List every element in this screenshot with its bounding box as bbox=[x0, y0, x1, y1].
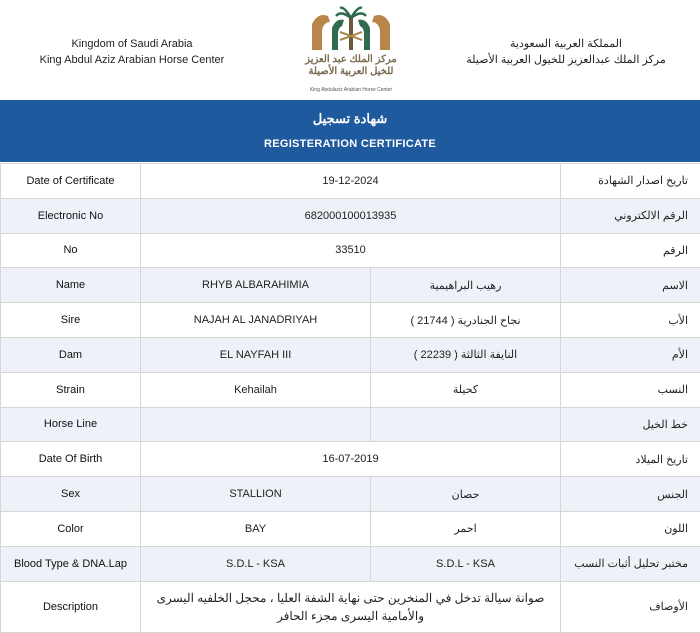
table-row bbox=[1, 198, 700, 233]
row-value-ar: نجاح الجنادرية ( 21744 ) bbox=[371, 303, 561, 338]
row-value-en: BAY bbox=[141, 511, 371, 546]
row-value-ar: رهيب البراهيمية bbox=[371, 268, 561, 303]
row-label-ar: النسب bbox=[561, 372, 700, 407]
row-value: 682000100013935 bbox=[141, 198, 561, 233]
table-row bbox=[1, 337, 700, 372]
row-label-ar: تاريخ اصدار الشهادة bbox=[561, 164, 700, 199]
banner-title-arabic: شهادة تسجيل bbox=[0, 111, 700, 127]
row-label-ar: الأب bbox=[561, 303, 700, 338]
table-row bbox=[1, 164, 700, 199]
row-label-ar: مختبر تحليل أثبات النسب bbox=[561, 546, 700, 581]
row-value-ar: كحيلة bbox=[371, 372, 561, 407]
table-row bbox=[1, 442, 700, 477]
table-row bbox=[1, 407, 700, 442]
row-label-en: Date of Certificate bbox=[1, 164, 141, 199]
certificate-banner bbox=[0, 100, 700, 162]
logo-english: King Abdulaziz Arabian Horse Center bbox=[296, 87, 406, 93]
row-value-en: EL NAYFAH III bbox=[141, 337, 371, 372]
table-row bbox=[1, 581, 700, 632]
row-value-ar: حصان bbox=[371, 477, 561, 512]
row-value-en: S.D.L - KSA bbox=[141, 546, 371, 581]
row-label-ar: تاريخ الميلاد bbox=[561, 442, 700, 477]
row-value-en: STALLION bbox=[141, 477, 371, 512]
row-label-en: Color bbox=[1, 511, 141, 546]
table-row bbox=[1, 233, 700, 268]
table-row bbox=[1, 546, 700, 581]
table-row bbox=[1, 477, 700, 512]
row-value: 16-07-2019 bbox=[141, 442, 561, 477]
row-label-ar: اللون bbox=[561, 511, 700, 546]
row-label-ar: الجنس bbox=[561, 477, 700, 512]
row-value-en: NAJAH AL JANADRIYAH bbox=[141, 303, 371, 338]
table-row bbox=[1, 303, 700, 338]
row-label-en: Dam bbox=[1, 337, 141, 372]
row-value: 19-12-2024 bbox=[141, 164, 561, 199]
row-value-en: RHYB ALBARAHIMIA bbox=[141, 268, 371, 303]
row-value-en bbox=[141, 407, 371, 442]
header-country-en: Kingdom of Saudi Arabia bbox=[14, 36, 250, 52]
horse-palm-emblem-icon bbox=[296, 4, 406, 54]
row-label-en: Horse Line bbox=[1, 407, 141, 442]
row-value: 33510 bbox=[141, 233, 561, 268]
table-row bbox=[1, 268, 700, 303]
logo-arabic-line2: للخيل العربية الأصيلة bbox=[296, 66, 406, 77]
table-row bbox=[1, 511, 700, 546]
row-label-en: Sex bbox=[1, 477, 141, 512]
header-left-english bbox=[14, 36, 250, 68]
row-label-ar: خط الخيل bbox=[561, 407, 700, 442]
row-label-ar: الأم bbox=[561, 337, 700, 372]
row-label-ar: الرقم bbox=[561, 233, 700, 268]
header-right-arabic bbox=[446, 36, 686, 68]
header-country-ar: المملكة العربية السعودية bbox=[446, 36, 686, 52]
row-label-en: Blood Type & DNA.Lap bbox=[1, 546, 141, 581]
row-label-en: Sire bbox=[1, 303, 141, 338]
description-value: صوانة سيالة تدخل في المنخرين حتى نهاية الشفة العليا ، محجل الخلفيه اليسرى والأمامية اليسرى مجزء الحافر bbox=[141, 581, 561, 632]
row-label-ar: الاسم bbox=[561, 268, 700, 303]
logo-arabic-line1: مركز الملك عبد العزيز bbox=[296, 54, 406, 65]
row-value-ar: S.D.L - KSA bbox=[371, 546, 561, 581]
row-label-en: Electronic No bbox=[1, 198, 141, 233]
table-row bbox=[1, 372, 700, 407]
banner-title-english: REGISTERATION CERTIFICATE bbox=[0, 138, 700, 150]
certificate-table bbox=[0, 163, 700, 633]
row-label-ar: الرقم الالكتروني bbox=[561, 198, 700, 233]
row-label-en: Date Of Birth bbox=[1, 442, 141, 477]
header-center-ar: مركز الملك عبدالعزيز للخيول العربية الأصيلة bbox=[446, 52, 686, 68]
certificate-header bbox=[0, 0, 700, 100]
row-value-ar bbox=[371, 407, 561, 442]
row-label-en: Description bbox=[1, 581, 141, 632]
row-label-en: No bbox=[1, 233, 141, 268]
row-label-en: Strain bbox=[1, 372, 141, 407]
row-value-en: Kehailah bbox=[141, 372, 371, 407]
header-center-en: King Abdul Aziz Arabian Horse Center bbox=[14, 52, 250, 68]
row-label-ar: الأوصاف bbox=[561, 581, 700, 632]
kaahc-logo bbox=[296, 4, 406, 96]
row-value-ar: احمر bbox=[371, 511, 561, 546]
row-value-ar: النايفة الثالثة ( 22239 ) bbox=[371, 337, 561, 372]
row-label-en: Name bbox=[1, 268, 141, 303]
